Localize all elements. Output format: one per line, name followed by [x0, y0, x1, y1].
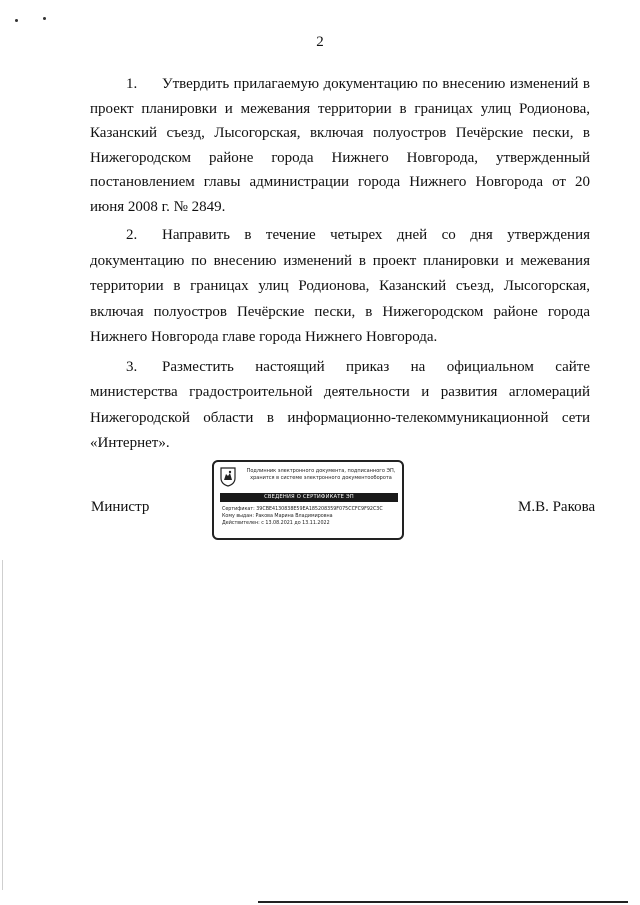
scan-artifact-dot	[43, 17, 46, 20]
stamp-header-line: Подлинник электронного документа, подписанного ЭП,	[246, 468, 396, 474]
stamp-issued-to: Кому выдан: Ракова Марина Владимировна	[222, 514, 333, 519]
paragraph-number: 2.	[126, 227, 138, 243]
paragraph-text: Разместить настоящий приказ на официальном сайте министерства градостроительной деятельности и развития агломераций Нижегородской области в информационно-телекоммуникационной сети «Интернет».	[90, 358, 590, 451]
paragraph-number: 1.	[126, 76, 138, 92]
scan-artifact-dot	[15, 19, 18, 22]
signer-position: Министр	[91, 499, 150, 515]
stamp-title: СВЕДЕНИЯ О СЕРТИФИКАТЕ ЭП	[220, 493, 398, 502]
electronic-signature-stamp	[212, 460, 404, 540]
paragraph-3	[90, 355, 590, 457]
signer-name: М.В. Ракова	[518, 499, 596, 515]
paragraph-text: Утвердить прилагаемую документацию по внесению изменений в проект планировки и межевания территории в границах улиц Родионова, Казанский съезд, Лысогорская, включая полуостров Печёрские пески, в Нижегородском районе города Нижнего Новгорода, утвержденный постановлением главы администрации города Нижнего Новгорода от 20 июня 2008 г. № 2849.	[90, 76, 590, 215]
document-body	[90, 72, 590, 457]
paragraph-text: Направить в течение четырех дней со дня утверждения документацию по внесению изменений в проект планировки и межевания территории в границах улиц Родионова, Казанский съезд, Лысогорская, включая полуостров Печёрские пески, в Нижегородском районе города Нижнего Новгорода главе города Нижнего Новгорода.	[90, 227, 590, 345]
paragraph-1	[90, 72, 590, 219]
stamp-validity: Действителен: с 13.08.2021 до 13.11.2022	[222, 521, 330, 526]
scan-artifact-edge	[2, 560, 3, 890]
scan-artifact-edge	[258, 901, 628, 903]
stamp-header-text	[242, 468, 400, 482]
stamp-details	[222, 506, 398, 527]
stamp-certificate: Сертификат: 39CBE4130838E59EA185208359F075CCFC9F92C3C	[222, 507, 383, 512]
page-number: 2	[316, 34, 324, 50]
paragraph-number: 3.	[126, 358, 138, 375]
paragraph-2	[90, 223, 590, 351]
stamp-header	[220, 467, 400, 489]
coat-of-arms-icon	[220, 467, 236, 487]
stamp-header-line: хранится в системе электронного документооборота	[250, 475, 392, 481]
